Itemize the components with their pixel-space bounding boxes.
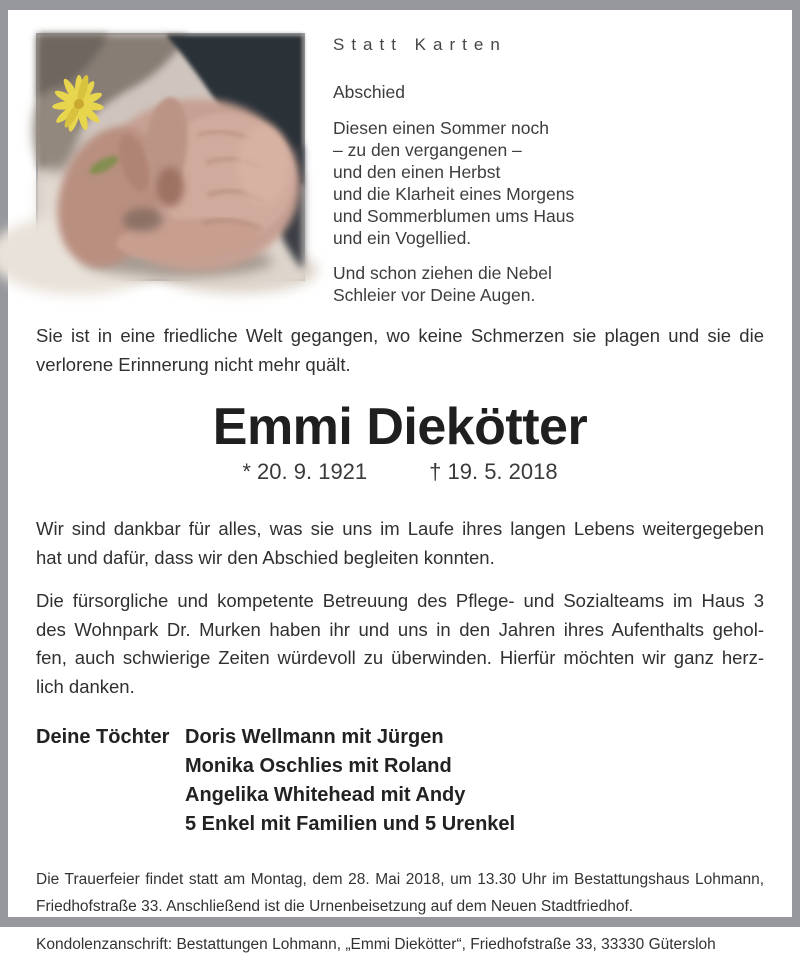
intro-paragraph xyxy=(36,322,764,379)
gratitude-paragraph xyxy=(36,515,764,572)
deceased-name: Emmi Diekötter xyxy=(212,398,588,456)
care-team-line: des Wohnpark Dr. Murken haben ihr und uns in den Jahren ihres Aufenthalts gehol- xyxy=(36,618,764,640)
gratitude-line: Wir sind dankbar für alles, was sie uns im Laufe ihres langen Lebens weitergegeben xyxy=(36,518,764,539)
care-team-line: fen, auch schwierige Zeiten würdevoll zu überwinden. Hierfür möchten wir ganz herz- xyxy=(36,647,764,668)
care-team-paragraph xyxy=(36,587,764,701)
family-section xyxy=(36,723,764,839)
funeral-info xyxy=(36,867,764,920)
family-label: Deine Töchter xyxy=(36,726,170,748)
intro-line: verlorene Erinnerung nicht mehr quält. xyxy=(36,353,351,375)
frame-bar-left xyxy=(0,10,8,917)
statt-karten-heading: Statt Karten xyxy=(333,35,507,54)
funeral-line: Die Trauerfeier findet statt am Montag, dem 28. Mai 2018, um 13.30 Uhr im Bestattungshaus Lohmann, xyxy=(36,871,764,888)
poem-line: Und schon ziehen die Nebel xyxy=(333,263,552,283)
obituary-content xyxy=(8,10,792,953)
poem-column xyxy=(333,33,764,306)
poem xyxy=(333,117,764,249)
family-line: Monika Oschlies mit Roland xyxy=(185,755,452,777)
condolence-address: Kondolenzanschrift: Bestattungen Lohmann, „Emmi Diekötter“, Friedhofstraße 33, 33330 Gütersloh xyxy=(36,936,716,953)
hands-flower-photo xyxy=(36,33,305,281)
header-section xyxy=(36,33,764,306)
life-dates xyxy=(36,459,764,485)
family-line: Doris Wellmann mit Jürgen xyxy=(185,726,444,748)
poem-line: und den einen Herbst xyxy=(333,162,501,182)
poem-line: – zu den vergangenen – xyxy=(333,140,522,160)
poem-line: Schleier vor Deine Augen. xyxy=(333,285,536,305)
poem-title: Abschied xyxy=(333,82,405,102)
birth-date: * 20. 9. 1921 xyxy=(242,459,368,484)
death-date: † 19. 5. 2018 xyxy=(429,459,558,484)
poem-line: und die Klarheit eines Morgens xyxy=(333,184,575,204)
care-team-line: Die fürsorgliche und kompetente Betreuung des Pflege- und Sozialteams im Haus 3 xyxy=(36,590,764,611)
gratitude-line: hat und dafür, dass wir den Abschied begleiten konnten. xyxy=(36,546,495,568)
poem-closing xyxy=(333,262,764,306)
poem-line: Diesen einen Sommer noch xyxy=(333,118,549,138)
intro-line: Sie ist in eine friedliche Welt gegangen, wo keine Schmerzen sie plagen und sie die xyxy=(36,325,764,346)
family-names xyxy=(185,723,515,839)
frame-bar-top xyxy=(0,0,800,10)
funeral-line: Friedhofstraße 33. Anschließend ist die Urnenbeisetzung auf dem Neuen Stadtfriedhof. xyxy=(36,897,634,915)
frame-bar-right xyxy=(792,10,800,917)
family-line: 5 Enkel mit Familien und 5 Urenkel xyxy=(185,813,516,835)
hands-flower-illustration xyxy=(38,35,303,279)
poem-line: und Sommerblumen ums Haus xyxy=(333,206,575,226)
care-team-line: lich danken. xyxy=(36,675,135,697)
poem-line: und ein Vogellied. xyxy=(333,228,472,248)
family-line: Angelika Whitehead mit Andy xyxy=(185,784,466,806)
